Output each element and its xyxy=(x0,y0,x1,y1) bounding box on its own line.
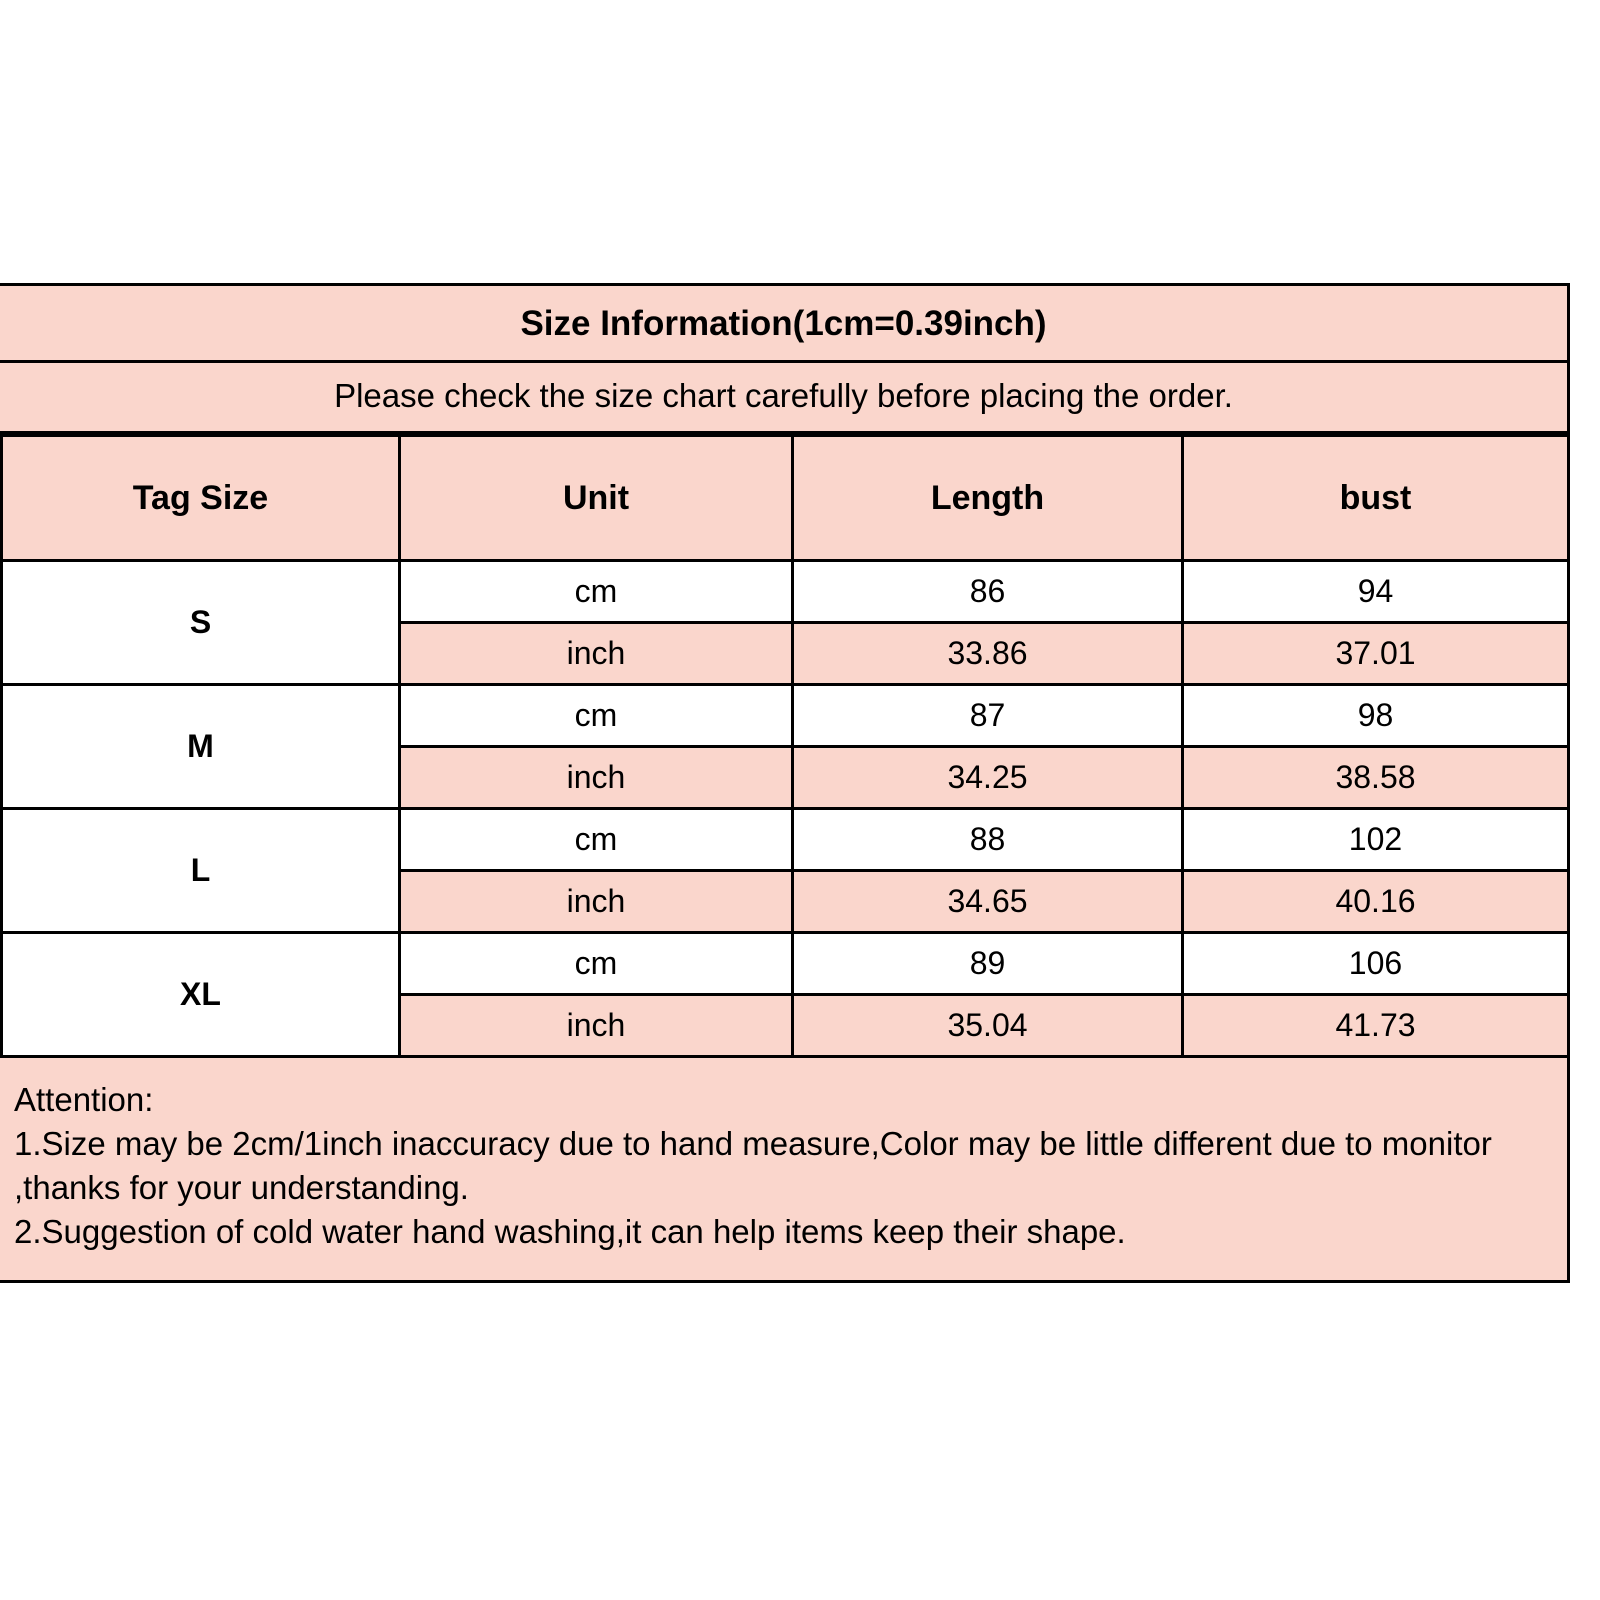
attention-heading: Attention: xyxy=(14,1081,154,1118)
length-cm: 88 xyxy=(793,809,1183,871)
tag-size-xl: XL xyxy=(2,933,400,1057)
unit-inch: inch xyxy=(400,871,793,933)
table-row xyxy=(2,933,1569,995)
attention-section xyxy=(0,1058,1567,1280)
length-cm: 89 xyxy=(793,933,1183,995)
table-row xyxy=(2,561,1569,623)
size-chart-panel xyxy=(0,283,1570,1283)
page-title: Size Information(1cm=0.39inch) xyxy=(0,286,1567,363)
length-inch: 34.65 xyxy=(793,871,1183,933)
unit-cm: cm xyxy=(400,561,793,623)
bust-inch: 38.58 xyxy=(1183,747,1569,809)
column-header-tag-size: Tag Size xyxy=(2,436,400,561)
length-inch: 33.86 xyxy=(793,623,1183,685)
attention-line-1: 1.Size may be 2cm/1inch inaccuracy due to hand measure,Color may be little different due to monitor ,thanks for your understanding. xyxy=(14,1124,1502,1206)
unit-inch: inch xyxy=(400,747,793,809)
table-header-row xyxy=(2,436,1569,561)
bust-inch: 40.16 xyxy=(1183,871,1569,933)
size-table xyxy=(0,434,1570,1058)
bust-inch: 41.73 xyxy=(1183,995,1569,1057)
unit-inch: inch xyxy=(400,995,793,1057)
table-row xyxy=(2,809,1569,871)
bust-cm: 106 xyxy=(1183,933,1569,995)
table-row xyxy=(2,685,1569,747)
length-inch: 34.25 xyxy=(793,747,1183,809)
tag-size-m: M xyxy=(2,685,400,809)
page-subtitle: Please check the size chart carefully before placing the order. xyxy=(0,363,1567,434)
unit-cm: cm xyxy=(400,685,793,747)
length-cm: 87 xyxy=(793,685,1183,747)
unit-inch: inch xyxy=(400,623,793,685)
length-cm: 86 xyxy=(793,561,1183,623)
column-header-length: Length xyxy=(793,436,1183,561)
bust-inch: 37.01 xyxy=(1183,623,1569,685)
tag-size-s: S xyxy=(2,561,400,685)
bust-cm: 98 xyxy=(1183,685,1569,747)
column-header-unit: Unit xyxy=(400,436,793,561)
unit-cm: cm xyxy=(400,809,793,871)
bust-cm: 102 xyxy=(1183,809,1569,871)
unit-cm: cm xyxy=(400,933,793,995)
bust-cm: 94 xyxy=(1183,561,1569,623)
attention-line-2: 2.Suggestion of cold water hand washing,it can help items keep their shape. xyxy=(14,1212,1126,1250)
column-header-bust: bust xyxy=(1183,436,1569,561)
length-inch: 35.04 xyxy=(793,995,1183,1057)
tag-size-l: L xyxy=(2,809,400,933)
